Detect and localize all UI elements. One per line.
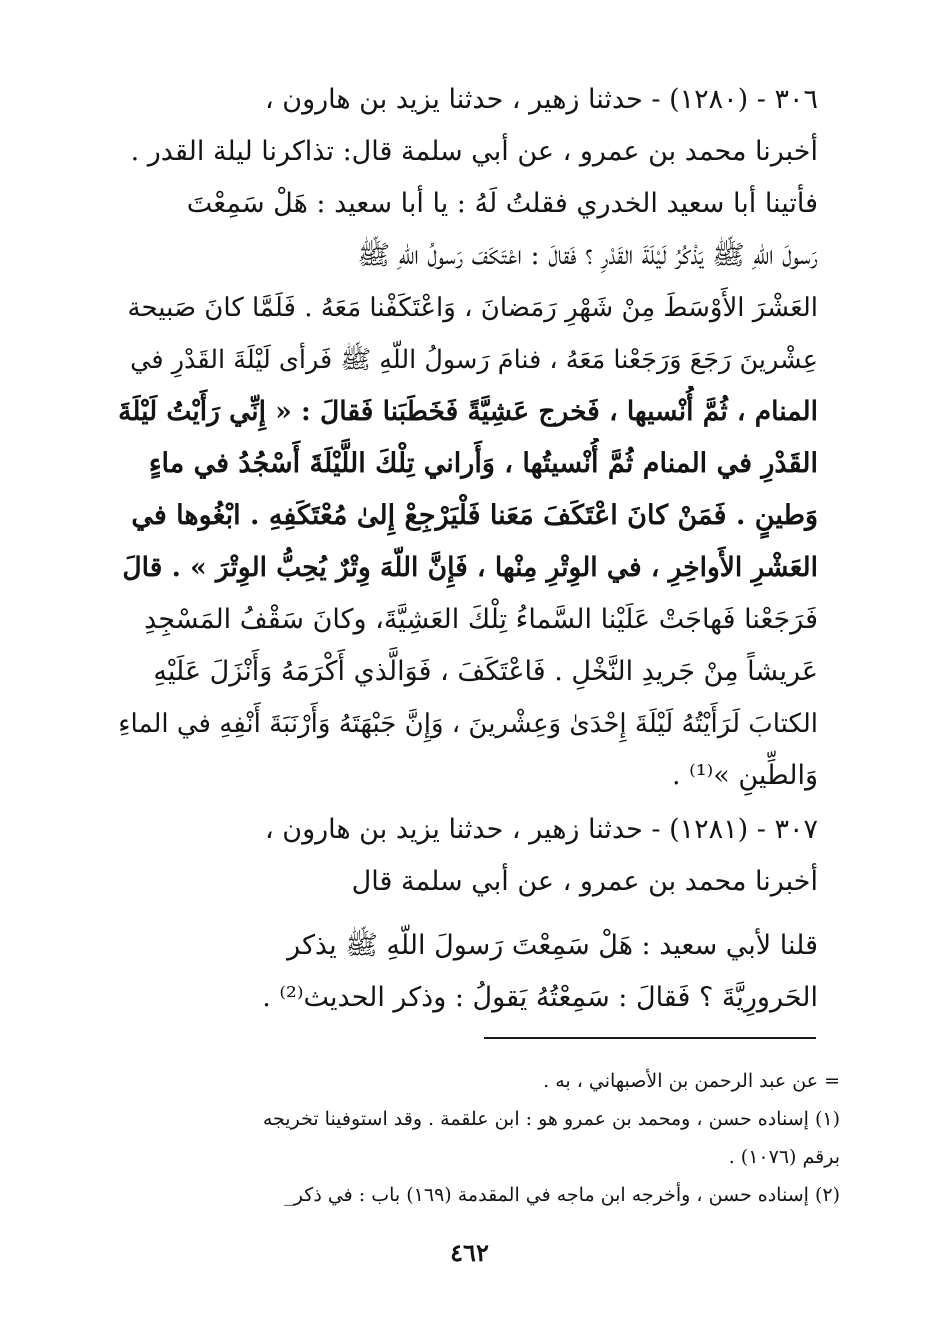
footnote-continuation: = عن عبد الرحمن بن الأصبهاني ، به . xyxy=(543,1070,840,1092)
footnote-1: (١) إسناده حسن ، ومحمد بن عمرو هو : ابن علقمة . وقد استوفينا تخريجه xyxy=(262,1108,840,1130)
hadith-306-line-5: العَشْرَ الأَوْسَطَ مِنْ شَهْرِ رَمَضانَ ، وَاعْتَكَفْنا مَعَهُ . فَلَمَّا كانَ صَبيحة xyxy=(127,293,818,323)
hadith-307-matn xyxy=(118,920,818,1024)
footnote-1-continued: برقم (١٠٧٦) . xyxy=(728,1146,840,1168)
hadith-306 xyxy=(118,74,818,802)
hadith-307-line-4: الحَرورِيَّةَ ؟ فَقالَ : سَمِعْتُهُ يَقولُ : وذكر الحديث⁽²⁾ . xyxy=(262,982,818,1013)
hadith-306-line-11: فَرَجَعْنا فَهاجَتْ عَلَيْنا السَّماءُ تِلْكَ العَشِيَّةَ، وكانَ سَقْفُ المَسْجِدِ xyxy=(144,604,818,635)
hadith-307 xyxy=(118,804,818,908)
footnote-separator xyxy=(484,1037,816,1039)
page-number: ٤٦٢ xyxy=(450,1238,489,1267)
footnotes xyxy=(110,1062,840,1214)
hadith-306-line-10: العَشْرِ الأَواخِرِ ، في الوِتْرِ مِنْها ، فَإِنَّ اللّهَ وِتْرٌ يُحِبُّ الوِتْرَ » . قالَ xyxy=(122,552,818,583)
hadith-306-line-2: أخبرنا محمد بن عمرو ، عن أبي سلمة قال: تذاكرنا ليلة القدر . xyxy=(130,136,818,167)
hadith-306-line-3: فأتينا أبا سعيد الخدري فقلتُ لَهُ : يا أبا سعيد : هَلْ سَمِعْتَ xyxy=(186,188,818,219)
hadith-306-line-7: المنام ، ثُمَّ أُنْسيها ، فَخرج عَشِيَّةً فَخَطَبَنا فَقالَ : « إِنِّي رَأَيْتُ لَيْلَةَ xyxy=(118,396,818,427)
hadith-307-line-2: أخبرنا محمد بن عمرو ، عن أبي سلمة قال xyxy=(351,866,818,897)
hadith-306-line-6: عِشْرينَ رَجَعَ وَرَجَعْنا مَعَهُ ، فنامَ رَسولُ اللّهِ ﷺ فَرأى لَيْلَةَ القَدْرِ في xyxy=(130,345,818,375)
hadith-306-line-13: الكتابَ لَرَأَيْتُهُ لَيْلَةَ إِحْدَىٰ وَعِشْرينَ ، وَإِنَّ جَبْهَتَهُ وَأَرْنَبَةَ أَنْفِهِ في الماءِ xyxy=(118,709,818,739)
hadith-307-line-3: قلنا لأبي سعيد : هَلْ سَمِعْتَ رَسولَ اللّهِ ﷺ يذكر xyxy=(287,930,818,961)
footnote-2: (٢) إسناده حسن ، وأخرجه ابن ماجه في المقدمة (١٦٩) باب : في ذكر_ xyxy=(284,1184,840,1206)
hadith-307-line-1: ٣٠٧ - (١٢٨١) - حدثنا زهير ، حدثنا يزيد بن هارون ، xyxy=(264,814,818,845)
hadith-306-line-4: رَسولَ اللّهِ ﷺ يَذْكُرُ لَيْلَةَ القَدْرِ ؟ فَقالَ : اعْتَكَفَ رَسولُ اللّهِ ﷺ xyxy=(357,240,818,271)
hadith-306-line-14: وَالطِّينِ »⁽¹⁾ . xyxy=(672,760,818,791)
hadith-306-line-9: وَطينٍ . فَمَنْ كانَ اعْتَكَفَ مَعَنا فَلْيَرْجِعْ إِلىٰ مُعْتَكَفِهِ . ابْغُوها في xyxy=(131,500,818,531)
hadith-306-line-8: القَدْرِ في المنام ثُمَّ أُنْسيتُها ، وَأَراني تِلْكَ اللَّيْلَةَ أَسْجُدُ في ماءٍ xyxy=(148,448,818,479)
hadith-306-line-1: ٣٠٦ - (١٢٨٠) - حدثنا زهير ، حدثنا يزيد بن هارون ، xyxy=(264,84,818,115)
hadith-306-line-12: عَريشاً مِنْ جَريدِ النَّخْلِ . فَاعْتَكَفَ ، فَوَالَّذي أَكْرَمَهُ وَأَنْزَلَ عَلَيْهِ xyxy=(153,656,818,687)
